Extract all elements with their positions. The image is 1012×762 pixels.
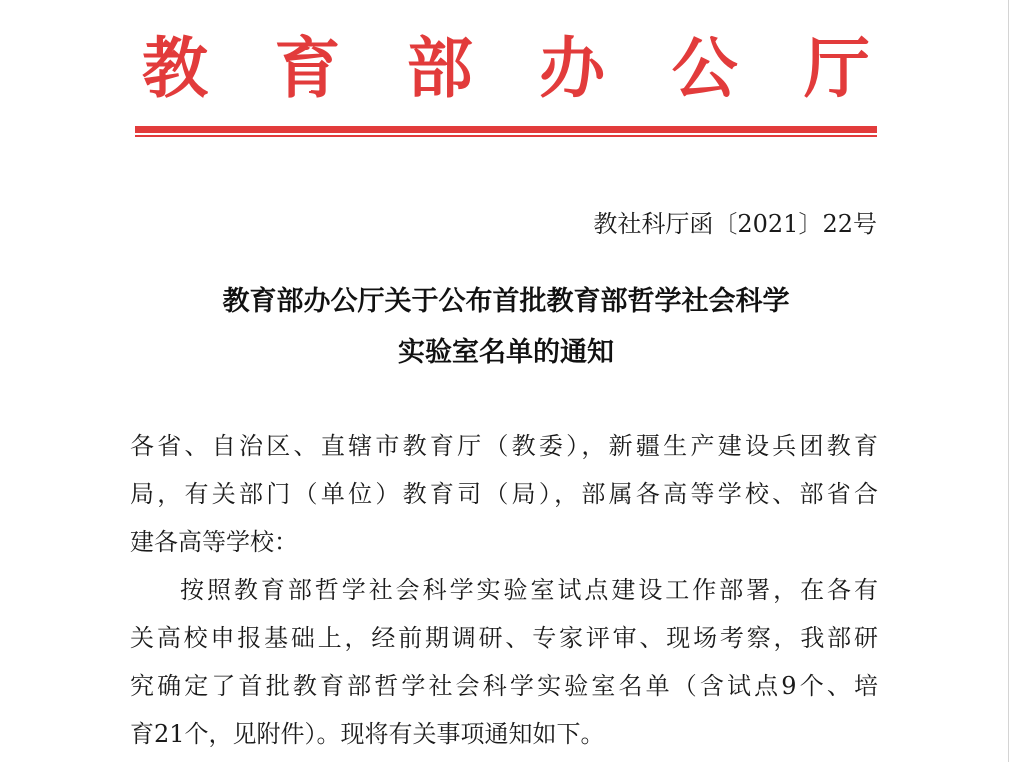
body-line: 育21个，见附件）。现将有关事项通知如下。 (130, 720, 605, 748)
document-number: 教社科厅函〔2021〕22号 (593, 210, 877, 238)
body-line: 局，有关部门（单位）教育司（局），部属各高等学校、部省合 (130, 480, 878, 508)
body-line: 各省、自治区、直辖市教育厅（教委），新疆生产建设兵团教育 (130, 432, 878, 460)
letterhead-char: 厅 (803, 29, 870, 107)
body-line: 关高校申报基础上，经前期调研、专家评审、现场考察，我部研 (130, 624, 878, 652)
letterhead-char: 办 (539, 29, 606, 107)
letterhead-char: 部 (406, 29, 473, 107)
letterhead (135, 28, 877, 108)
body-line: 究确定了首批教育部哲学社会科学实验室名单（含试点9个、培 (130, 672, 878, 700)
document-title-line-1: 教育部办公厅关于公布首批教育部哲学社会科学 (222, 286, 790, 317)
body-line: 按照教育部哲学社会科学实验室试点建设工作部署，在各有 (180, 576, 878, 604)
letterhead-char: 教 (142, 29, 208, 107)
letterhead-char: 育 (274, 29, 341, 107)
letterhead-divider (135, 126, 877, 133)
document-title-line-2: 实验室名单的通知 (398, 337, 614, 368)
letterhead-divider-thin (135, 135, 877, 137)
body-line: 建各高等学校： (130, 528, 298, 556)
page-edge-divider (1008, 0, 1009, 762)
letterhead-char: 公 (671, 29, 738, 107)
